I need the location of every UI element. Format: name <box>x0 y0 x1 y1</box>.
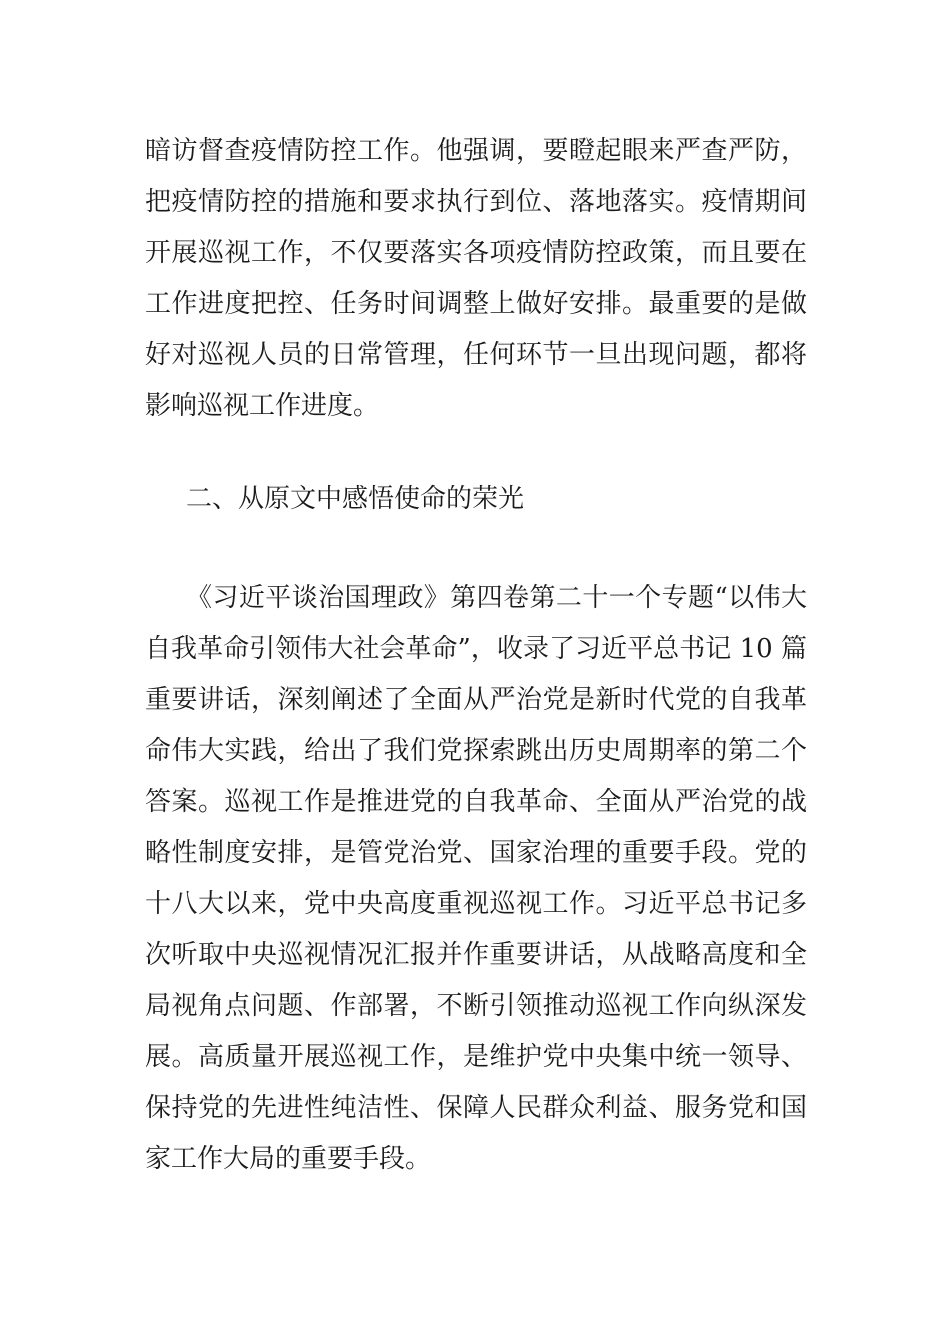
paragraph-line: 次听取中央巡视情况汇报并作重要讲话，从战略高度和全 <box>145 940 807 970</box>
paragraph-line: 重要讲话，深刻阐述了全面从严治党是新时代党的自我革 <box>145 685 807 715</box>
paragraph-line: 家工作大局的重要手段。 <box>145 1144 432 1174</box>
paragraph-line: 开展巡视工作，不仅要落实各项疫情防控政策，而且要在 <box>145 238 807 268</box>
paragraph-2 <box>145 573 807 1185</box>
paragraph-line: 好对巡视人员的日常管理，任何环节一旦出现问题，都将 <box>145 340 807 370</box>
paragraph-line: 自我革命引领伟大社会革命”，收录了习近平总书记 10 篇 <box>145 634 807 664</box>
paragraph-line: 保持党的先进性纯洁性、保障人民群众利益、服务党和国 <box>145 1093 807 1123</box>
paragraph-line: 工作进度把控、任务时间调整上做好安排。最重要的是做 <box>145 289 807 319</box>
paragraph-line: 影响巡视工作进度。 <box>145 391 380 421</box>
paragraph-line: 《习近平谈治国理政》第四卷第二十一个专题“以伟大 <box>186 583 807 613</box>
paragraph-line: 把疫情防控的措施和要求执行到位、落地落实。疫情期间 <box>145 187 807 217</box>
paragraph-line: 命伟大实践，给出了我们党探索跳出历史周期率的第二个 <box>145 736 807 766</box>
paragraph-line: 十八大以来，党中央高度重视巡视工作。习近平总书记多 <box>145 889 807 919</box>
paragraph-line: 暗访督查疫情防控工作。他强调，要瞪起眼来严查严防， <box>145 136 807 166</box>
paragraph-line: 局视角点问题、作部署，不断引领推动巡视工作向纵深发 <box>145 991 807 1021</box>
section-heading: 二、从原文中感悟使命的荣光 <box>186 484 525 514</box>
paragraph-line: 略性制度安排，是管党治党、国家治理的重要手段。党的 <box>145 838 807 868</box>
paragraph-1 <box>145 126 807 432</box>
paragraph-line: 展。高质量开展巡视工作，是维护党中央集中统一领导、 <box>145 1042 807 1072</box>
paragraph-line: 答案。巡视工作是推进党的自我革命、全面从严治党的战 <box>145 787 807 817</box>
